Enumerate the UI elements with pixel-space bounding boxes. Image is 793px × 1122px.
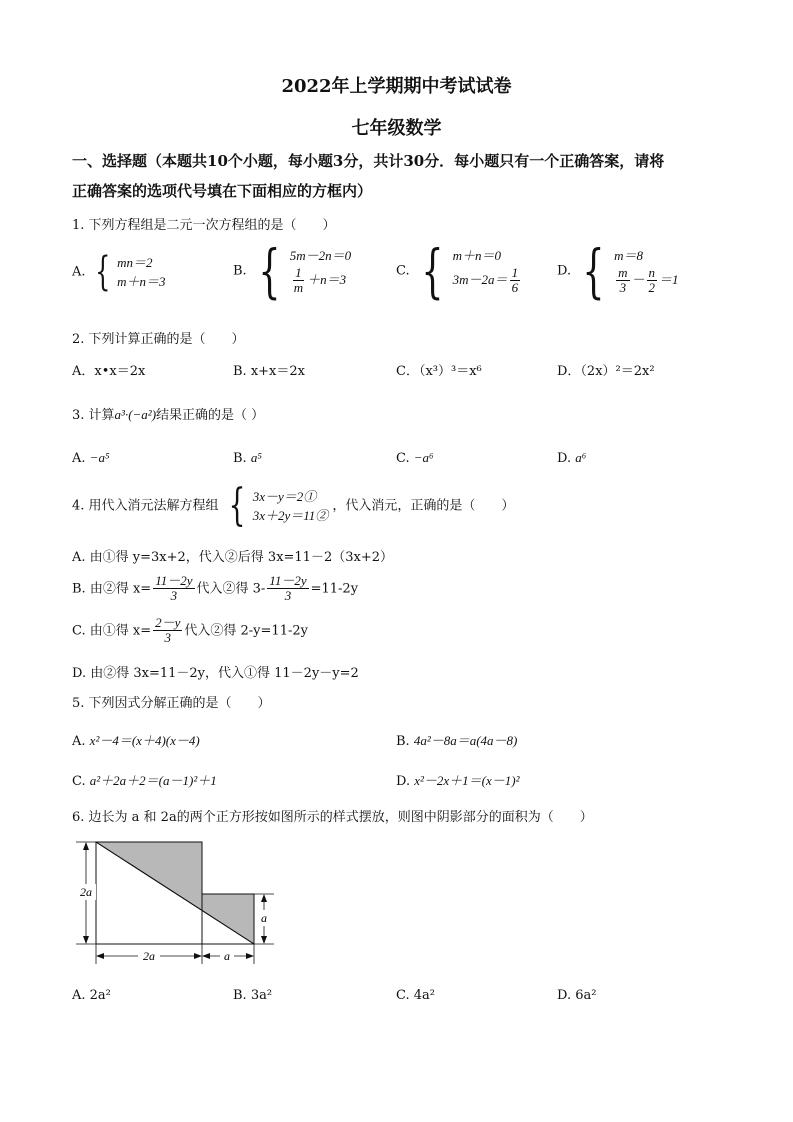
q2-stem: 2. 下列计算正确的是（ ） [72, 332, 245, 347]
q5-option-b: B. 4a²－8a＝a(4a－8) [396, 733, 518, 749]
bottom-right-label: a [224, 949, 230, 963]
q2-option-d: D．（2x）²＝2x² [557, 364, 655, 379]
q6-option-b: B. 3a² [233, 988, 273, 1003]
option-label: C. [396, 263, 410, 279]
equation-row: $\frac{m}{3}$ － $\frac{n}{2}$ ＝1 [618, 264, 679, 296]
q5-option-a: A. x²－4＝(x＋4)(x－4) [72, 733, 200, 749]
q1-option-a [72, 249, 166, 295]
equation-row: mn＝2 [117, 254, 153, 270]
q4-stem: 4. 用代入消元法解方程组 { 3x－y＝2① 3x＋2y＝11② ，代入消元，正确的是（ ） [72, 480, 515, 531]
exam-title: 2022年上学期期中考试试卷 [281, 76, 512, 97]
brace-icon: { [228, 480, 246, 531]
q4-option-b: B. 由②得 x= $\frac{11-2y}{3}$ 代入②得 3- $\frac{11-2y}{3}$ =11-2y [72, 573, 359, 604]
q3-option-b: B. a⁵ [233, 450, 262, 466]
q1-option-d [557, 237, 679, 305]
q4-option-a: A. 由①得 y=3x+2，代入②后得 3x=11－2（3x+2） [72, 550, 393, 565]
exam-subtitle: 七年级数学 [351, 118, 442, 139]
brace-icon: { [421, 237, 444, 305]
q2-option-b: B. x+x＝2x [233, 364, 305, 379]
equation-row: m＋n＝3 [117, 274, 166, 289]
equation-row: m＋n＝0 [452, 248, 502, 264]
brace-icon: { [258, 237, 281, 305]
q4-option-c: C. 由①得 x= $\frac{2-y}{3}$ 代入②得 2-y=11-2y [72, 615, 308, 646]
q5-option-d: D. x²－2x＋1＝(x－1)² [396, 773, 520, 789]
q4-option-d: D. 由②得 3x=11－2y，代入①得 11－2y－y=2 [72, 666, 359, 681]
q3-option-d: D. a⁶ [557, 450, 587, 466]
equation-row: m＝8 [614, 248, 644, 264]
section-heading-line1: 一、选择题（本题共10个小题，每小题3分，共计30分．每小题只有一个正确答案，请将 [72, 152, 665, 170]
q5-stem: 5. 下列因式分解正确的是（ ） [72, 696, 271, 711]
equation-row: $\frac{1}{m}$ ＋n＝3 [293, 264, 347, 296]
q6-option-d: D. 6a² [557, 988, 597, 1003]
option-label: D. [557, 263, 572, 279]
q1-stem: 1. 下列方程组是二元一次方程组的是（ ） [72, 218, 336, 233]
option-label: A. [72, 264, 86, 280]
left-label: 2a [80, 885, 92, 899]
brace-icon: { [94, 249, 111, 295]
q6-option-a: A. 2a² [72, 988, 111, 1003]
option-label: B. [233, 263, 247, 279]
q1-option-b [233, 237, 352, 305]
equation-row: 3x＋2y＝11② [252, 508, 329, 523]
bottom-left-label: 2a [143, 949, 155, 963]
q3-option-c: C. −a⁶ [396, 450, 434, 466]
brace-icon: { [582, 237, 605, 305]
squares-figure [70, 836, 280, 968]
q6-stem: 6. 边长为 a 和 2a的两个正方形按如图所示的样式摆放，则图中阴影部分的面积为（ ） [72, 810, 593, 825]
q2-option-a: A．x•x＝2x [72, 364, 146, 379]
right-label: a [261, 911, 267, 925]
q1-option-c [396, 237, 522, 305]
equation-row: 3x－y＝2① [252, 488, 317, 504]
equation-row: 5m－2n＝0 [289, 248, 352, 264]
section-heading-line2: 正确答案的选项代号填在下面相应的方框内） [72, 182, 373, 200]
q3-option-a: A. −a⁵ [72, 450, 110, 466]
q6-option-c: C. 4a² [396, 988, 435, 1003]
q5-option-c: C. a²＋2a＋2＝(a－1)²＋1 [72, 773, 217, 789]
q3-stem: 3. 计算a³·(−a²)结果正确的是（ ） [72, 407, 265, 423]
equation-row: 3m－2a＝ $\frac{1}{6}$ [452, 264, 519, 296]
q2-option-c: C．（x³）³＝x⁶ [396, 364, 482, 379]
